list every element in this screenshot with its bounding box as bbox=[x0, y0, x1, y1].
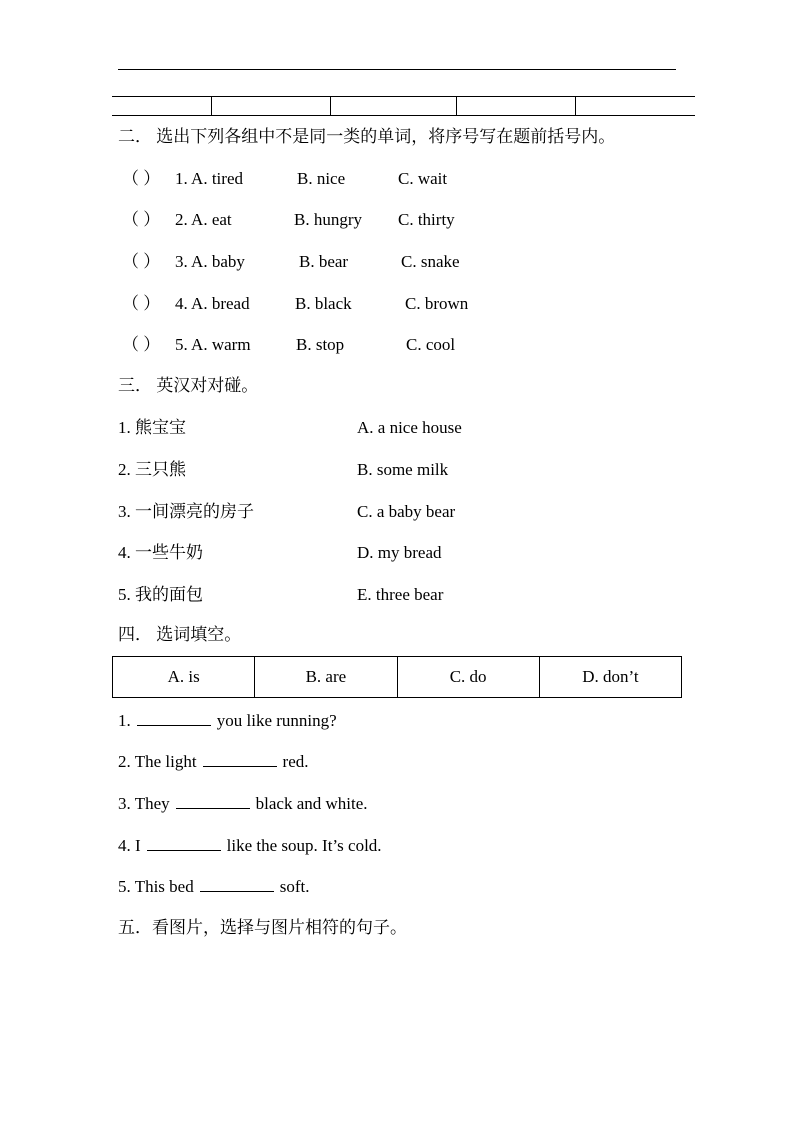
fill-sentence bbox=[118, 794, 368, 814]
option-a: 5. A. warm bbox=[175, 335, 251, 354]
sentence-post: black and white. bbox=[255, 794, 368, 813]
word-choice: B. are bbox=[255, 657, 397, 698]
fill-sentence bbox=[118, 711, 337, 731]
section2-heading: 二． 选出下列各组中不是同一类的单词，将序号写在题前括号内。 bbox=[118, 127, 616, 146]
match-right: B. some milk bbox=[357, 460, 449, 479]
answer-blank[interactable] bbox=[147, 836, 221, 851]
option-a: 4. A. bread bbox=[175, 294, 250, 313]
option-b: B. black bbox=[295, 294, 352, 313]
answer-paren[interactable]: （ ） bbox=[122, 294, 161, 313]
answer-blank[interactable] bbox=[176, 794, 250, 809]
sentence-pre: 4. I bbox=[118, 836, 141, 855]
fill-sentence bbox=[118, 752, 309, 772]
sentence-post: like the soup. It’s cold. bbox=[226, 836, 382, 855]
answer-blank[interactable] bbox=[203, 752, 277, 767]
match-right: A. a nice house bbox=[357, 418, 462, 437]
option-c: C. thirty bbox=[398, 210, 455, 229]
option-b: B. stop bbox=[296, 335, 345, 354]
answer-paren[interactable]: （ ） bbox=[122, 210, 161, 229]
word-choice: A. is bbox=[113, 657, 255, 698]
match-left: 2. 三只熊 bbox=[118, 460, 186, 479]
match-right: E. three bear bbox=[357, 585, 444, 604]
sentence-post: you like running? bbox=[216, 711, 337, 730]
match-left: 4. 一些牛奶 bbox=[118, 543, 203, 562]
score-cell bbox=[576, 97, 696, 116]
sentence-pre: 2. The light bbox=[118, 752, 197, 771]
score-table bbox=[112, 96, 695, 116]
word-choice: C. do bbox=[397, 657, 539, 698]
answer-paren[interactable]: （ ） bbox=[122, 169, 161, 188]
option-a: 2. A. eat bbox=[175, 210, 232, 229]
score-cell bbox=[212, 97, 331, 116]
sentence-pre: 1. bbox=[118, 711, 131, 730]
option-c: C. brown bbox=[405, 294, 469, 313]
sentence-pre: 3. They bbox=[118, 794, 170, 813]
sentence-post: soft. bbox=[279, 877, 310, 896]
match-right: D. my bread bbox=[357, 543, 442, 562]
sentence-post: red. bbox=[282, 752, 309, 771]
fill-sentence bbox=[118, 877, 309, 897]
score-cell bbox=[457, 97, 576, 116]
option-b: B. hungry bbox=[294, 210, 362, 229]
score-cell bbox=[331, 97, 457, 116]
answer-paren[interactable]: （ ） bbox=[122, 335, 161, 354]
word-choice-box bbox=[112, 656, 682, 698]
match-right: C. a baby bear bbox=[357, 502, 456, 521]
option-a: 1. A. tired bbox=[175, 169, 243, 188]
option-c: C. snake bbox=[401, 252, 460, 271]
header-rule bbox=[118, 69, 676, 70]
sentence-pre: 5. This bed bbox=[118, 877, 194, 896]
score-cell bbox=[112, 97, 212, 116]
fill-sentence bbox=[118, 836, 382, 856]
option-a: 3. A. baby bbox=[175, 252, 245, 271]
option-b: B. nice bbox=[297, 169, 346, 188]
section3-heading: 三． 英汉对对碰。 bbox=[118, 376, 259, 395]
word-choice: D. don’t bbox=[539, 657, 681, 698]
answer-paren[interactable]: （ ） bbox=[122, 252, 161, 271]
match-left: 1. 熊宝宝 bbox=[118, 418, 186, 437]
option-c: C. cool bbox=[406, 335, 456, 354]
option-b: B. bear bbox=[299, 252, 349, 271]
section5-heading: 五．看图片，选择与图片相符的句子。 bbox=[118, 918, 407, 937]
match-left: 5. 我的面包 bbox=[118, 585, 203, 604]
match-left: 3. 一间漂亮的房子 bbox=[118, 502, 254, 521]
answer-blank[interactable] bbox=[200, 877, 274, 892]
option-c: C. wait bbox=[398, 169, 448, 188]
answer-blank[interactable] bbox=[137, 711, 211, 726]
section4-heading: 四． 选词填空。 bbox=[118, 625, 242, 644]
